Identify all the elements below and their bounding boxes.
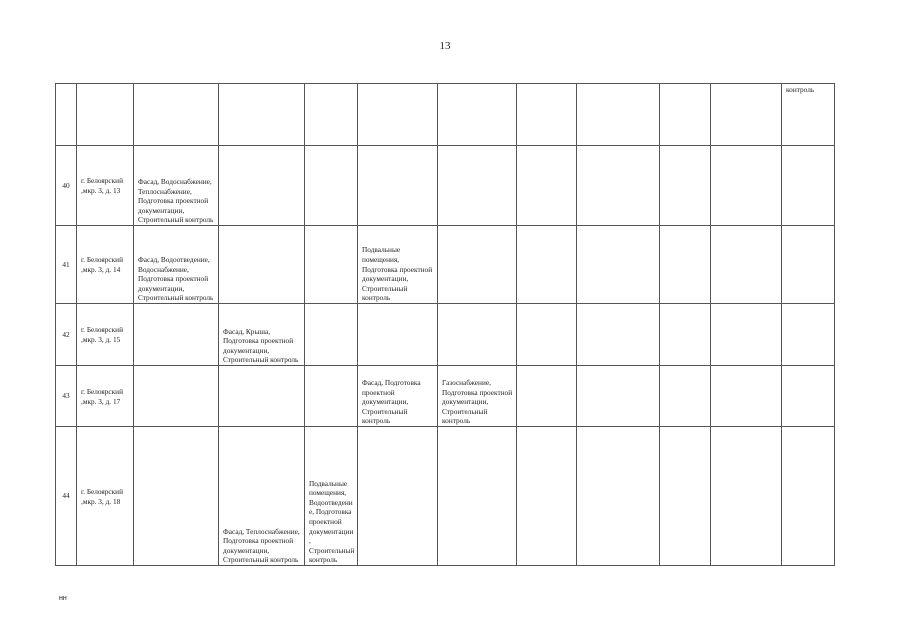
table-cell (517, 146, 577, 226)
table-cell (219, 366, 305, 427)
table-cell (134, 366, 219, 427)
table-row (56, 304, 835, 366)
table-cell (305, 366, 358, 427)
table-cell (305, 304, 358, 366)
address-cell: г. Белоярский ,мкр. 3, д. 18 (77, 427, 134, 566)
row-number: 41 (56, 226, 77, 304)
table-cell: Газоснабжение, Подготовка проектной документации, Строительный контроль (438, 366, 517, 427)
footer-text: нн (59, 595, 67, 602)
table-row-continued (56, 84, 835, 146)
table-cell (358, 427, 438, 566)
table-cell (577, 146, 660, 226)
table-cell (782, 146, 835, 226)
table-cell (517, 366, 577, 427)
table-row (56, 366, 835, 427)
table-cell (711, 366, 782, 427)
table-cell (660, 427, 711, 566)
page-number: 13 (439, 40, 451, 52)
repair-schedule-table (55, 83, 835, 566)
table-cell (358, 304, 438, 366)
table-cell: Фасад, Крыша, Подготовка проектной документации, Строительный контроль (219, 304, 305, 366)
table-cell (577, 304, 660, 366)
table-cell (660, 226, 711, 304)
table-cell (660, 146, 711, 226)
row-number: 44 (56, 427, 77, 566)
address-cell: г. Белоярский ,мкр. 3, д. 13 (77, 146, 134, 226)
table-row (56, 226, 835, 304)
table-cell (577, 226, 660, 304)
table-cell (660, 366, 711, 427)
address-cell: г. Белоярский ,мкр. 3, д. 17 (77, 366, 134, 427)
table-cell (577, 366, 660, 427)
table-cell (577, 427, 660, 566)
table-cell (438, 146, 517, 226)
table-cell (305, 146, 358, 226)
table-cell (219, 146, 305, 226)
table-cell: Фасад, Водоснабжение, Теплоснабжение, Подготовка проектной документации, Строительный контроль (134, 146, 219, 226)
table-body (56, 84, 835, 566)
table-cell (711, 304, 782, 366)
table-cell (782, 366, 835, 427)
table-row (56, 427, 835, 566)
table-cell (305, 226, 358, 304)
table-cell (711, 146, 782, 226)
table-cell (782, 427, 835, 566)
address-cell: г. Белоярский ,мкр. 3, д. 15 (77, 304, 134, 366)
table-cell: Фасад, Водоотведение, Водоснабжение, Подготовка проектной документации, Строительный контроль (134, 226, 219, 304)
table-cell: Фасад, Подготовка проектной документации, Строительный контроль (358, 366, 438, 427)
table-cell-text: контроль (782, 84, 835, 146)
row-number: 42 (56, 304, 77, 366)
table-cell (438, 304, 517, 366)
table-cell (711, 427, 782, 566)
table-row (56, 146, 835, 226)
table-cell: Подвальные помещения, Водоотведение, Подготовка проектной документации, Строительный контроль (305, 427, 358, 566)
table-cell (358, 146, 438, 226)
row-number: 40 (56, 146, 77, 226)
table-cell (134, 427, 219, 566)
table-cell (134, 304, 219, 366)
table-cell: Фасад, Теплоснабжение, Подготовка проектной документации, Строительный контроль (219, 427, 305, 566)
table-cell: Подвальные помещения, Подготовка проектной документации, Строительный контроль (358, 226, 438, 304)
table-cell (219, 226, 305, 304)
table-cell (660, 304, 711, 366)
table-cell (517, 427, 577, 566)
table-cell (438, 427, 517, 566)
table-cell (517, 226, 577, 304)
table-cell (782, 304, 835, 366)
table-cell (711, 226, 782, 304)
table-cell (782, 226, 835, 304)
table-cell (438, 226, 517, 304)
address-cell: г. Белоярский ,мкр. 3, д. 14 (77, 226, 134, 304)
row-number: 43 (56, 366, 77, 427)
table-cell (517, 304, 577, 366)
